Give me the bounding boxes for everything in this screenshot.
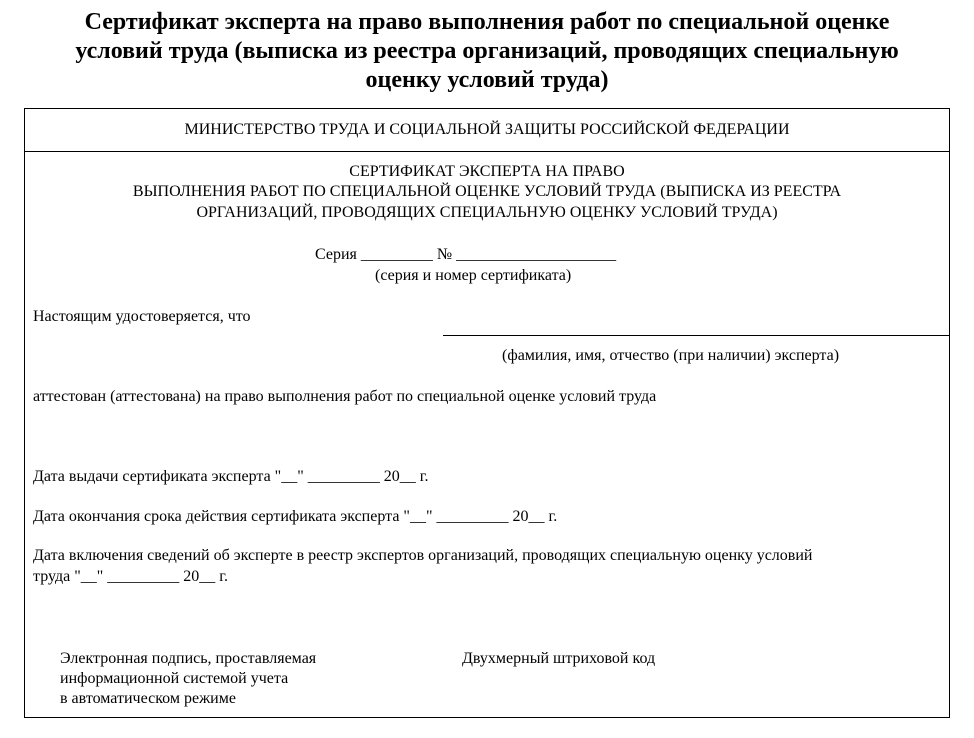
series-number-caption: (серия и номер сертификата)	[375, 267, 572, 284]
fio-underline	[443, 335, 949, 336]
expiry-date-line: Дата окончания срока действия сертификата эксперта "__" _________ 20__ г.	[33, 508, 558, 525]
signature-label-line-2: информационной системой учета	[60, 670, 289, 687]
ministry-header: МИНИСТЕРСТВО ТРУДА И СОЦИАЛЬНОЙ ЗАЩИТЫ РОССИЙСКОЙ ФЕДЕРАЦИИ	[25, 109, 949, 152]
certify-text: Настоящим удостоверяется, что	[33, 308, 251, 325]
certificate-form	[24, 108, 950, 718]
barcode-label: Двухмерный штриховой код	[462, 650, 656, 667]
signature-label-line-1: Электронная подпись, проставляемая	[60, 650, 317, 667]
series-number-line: Серия _________ № ____________________	[315, 246, 617, 263]
registry-date-line-2: труда "__" _________ 20__ г.	[33, 568, 229, 585]
document-heading	[20, 8, 954, 95]
signature-label-line-3: в автоматическом режиме	[60, 690, 236, 707]
certificate-title-line-2: ВЫПОЛНЕНИЯ РАБОТ ПО СПЕЦИАЛЬНОЙ ОЦЕНКЕ УСЛОВИЙ ТРУДА (ВЫПИСКА ИЗ РЕЕСТРА	[132, 183, 842, 200]
heading-line-3: оценку условий труда)	[365, 67, 609, 93]
heading-line-2: условий труда (выписка из реестра организаций, проводящих специальную	[75, 38, 899, 64]
certificate-title-line-1: СЕРТИФИКАТ ЭКСПЕРТА НА ПРАВО	[349, 163, 625, 180]
fio-caption: (фамилия, имя, отчество (при наличии) эксперта)	[502, 347, 840, 364]
heading-line-1: Сертификат эксперта на право выполнения работ по специальной оценке	[84, 9, 890, 35]
attested-text: аттестован (аттестована) на право выполнения работ по специальной оценке условий труда	[33, 388, 657, 405]
certificate-title-line-3: ОРГАНИЗАЦИЙ, ПРОВОДЯЩИХ СПЕЦИАЛЬНУЮ ОЦЕНКУ УСЛОВИЙ ТРУДА)	[196, 204, 778, 221]
registry-date-line-1: Дата включения сведений об эксперте в реестр экспертов организаций, проводящих специальную оценку условий	[33, 547, 813, 564]
issue-date-line: Дата выдачи сертификата эксперта "__" _________ 20__ г.	[33, 468, 429, 485]
